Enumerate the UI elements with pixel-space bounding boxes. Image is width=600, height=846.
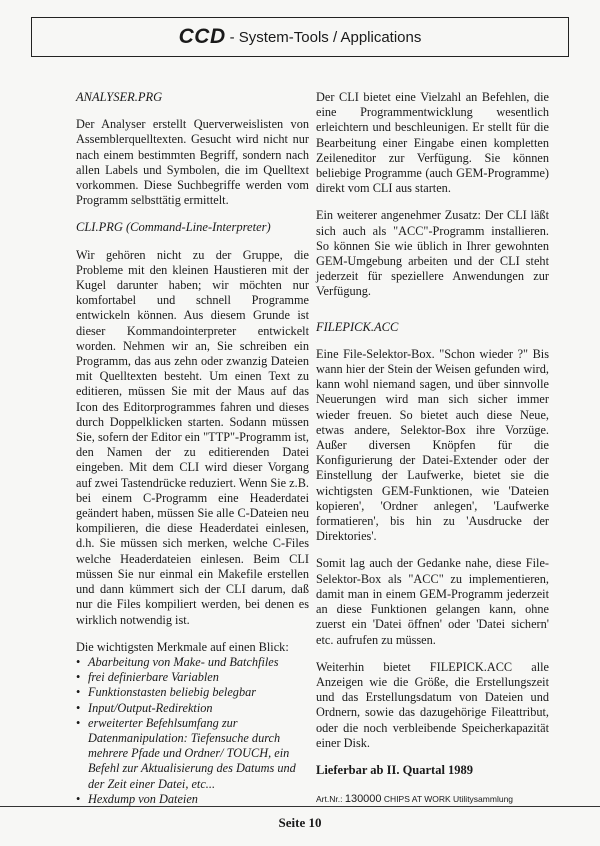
left-column: [76, 90, 309, 807]
feature-list: [76, 655, 309, 807]
feature-item: • Funktionstasten beliebig belegbar: [76, 685, 309, 700]
analyser-heading: ANALYSER.PRG: [76, 90, 163, 104]
footer-divider: [0, 806, 600, 807]
artnr-product: CHIPS AT WORK Utilitysammlung: [383, 794, 514, 805]
cli-paragraph-3: Ein weiterer angenehmer Zusatz: Der CLI läßt sich auch als "ACC"-Programm installieren. So können Sie wie üblich in Ihrer gewohnten GEM-Umgebung arbeiten und der CLI steht jederzeit für speziellere Anwendungen zur Verfügung.: [316, 208, 549, 299]
cli-heading: CLI.PRG (Command-Line-Interpreter): [76, 220, 271, 235]
filepick-paragraph-3: Weiterhin bietet FILEPICK.ACC alle Anzeigen wie die Größe, die Erstellungszeit und das Erstellungsdatum von Dateien und Ordnern, sowie das dazugehörige Fileattribut, oder die noch verbleibende Speicherkapazität einer Disk.: [316, 659, 549, 750]
analyser-paragraph: Der Analyser erstellt Querverweislisten von Assemblerquelltexten. Gesucht wird nicht nur nach einem bestimmten Begriff, sondern nach allen Labels und Symbolen, die im Quelltext vorkommen. Diese Suchbegriffe werden vom Programm selbsttätig ermittelt.: [76, 117, 309, 208]
feature-item: • erweiterter Befehlsumfang zur Datenmanipulation: Tiefensuche durch mehrere Pfade und Ordner/ TOUCH, ein Befehl zur Aktualisierung des Datums und der Zeit einer Datei, etc...: [76, 716, 309, 792]
brand-title: CCD: [178, 25, 226, 48]
feature-item: • frei definierbare Variablen: [76, 670, 309, 685]
artnr-label: Art.Nr.:: [316, 794, 343, 805]
page-number: Seite 10: [278, 815, 322, 830]
cli-paragraph-2: Der CLI bietet eine Vielzahl an Befehlen, die eine Programmentwicklung wesentlich erleichtern und beschleunigen. Er stellt für die Bearbeitung einer Eingabe einen kompletten Zeileneditor zur Verfügung. Sie können beliebige Programme (auch GEM-Programme) direkt vom CLI aus starten.: [316, 90, 549, 196]
feature-item: • Abarbeitung von Make- und Batchfiles: [76, 655, 309, 670]
right-column: [316, 90, 549, 807]
availability-note: Lieferbar ab II. Quartal 1989: [316, 762, 474, 777]
filepick-heading: FILEPICK.ACC: [316, 319, 399, 334]
features-intro: Die wichtigsten Merkmale auf einen Blick:: [76, 639, 289, 654]
feature-item: • Hexdump von Dateien: [76, 792, 309, 807]
page-header: [31, 17, 569, 57]
artnr-number: 130000: [344, 793, 382, 806]
filepick-paragraph-1: Eine File-Selektor-Box. "Schon wieder ?" Bis wann hier der Stein der Weisen gefunden wird, kann wohl niemand sagen, und über sinnvolle Neuerungen wird man sich sicher immer wieder freuen. So bietet auch diese Neue, etwas andere, Selektor-Box ihre Vorzüge. Außer diversen Knöpfen für die Konfigurierung der Datei-Extender oder der Einstellung der Laufwerke, bietet sie die wichtigsten GEM-Funktionen, wie 'Dateien kopieren', 'Ordner anlegen', 'Laufwerke formatieren', bis hin zu 'Ausdrucke der Direktories'.: [316, 346, 549, 544]
header-subtitle: - System-Tools / Applications: [229, 28, 422, 46]
cli-paragraph: Wir gehören nicht zu der Gruppe, die Probleme mit den kleinen Haustieren mit der Kugel darunter haben; wir möchten nur komfortabel und schnell Programme entwickeln können. Aus diesem Grunde ist dieser Kommandointerpreter entwickelt worden. Nehmen wir an, Sie schreiben ein Programm, das aus zehn oder zwanzig Dateien mit Quelltexten besteht. Um einen Text zu editieren, müssen Sie mit der Maus auf das Icon des Editorprogrammes fahren und dieses durch Doppelklicken starten. Sodann müssen Sie, sofern der Editor ein "TTP"-Programm ist, den Namen der zu editierenden Datei eingeben. Mit dem CLI wird dieser Vorgang auf zwei Tastendrücke reduziert. Wenn Sie z.B. bei einem C-Programm eine Headerdatei geändert haben, müssen Sie alle C-Dateien neu kompilieren, die diese Headerdatei einlesen, d.h. Sie müssen sich merken, welche C-Files welche Headerdateien einlesen. Beim CLI müssen Sie nur einmal ein Makefile erstellen und dann kümmert sich der CLI darum, daß nur die Files kompiliert werden, bei denen es wirklich notwendig ist.: [76, 247, 309, 627]
filepick-paragraph-2: Somit lag auch der Gedanke nahe, diese File-Selektor-Box als "ACC" zu implementieren, damit man in einem GEM-Programm jederzeit an diese Funktionen gelangen kann, ohne zuerst ein 'Datei öffnen' oder 'Datei sichern' etc. aufrufen zu müssen.: [316, 556, 549, 647]
feature-item: • Input/Output-Redirektion: [76, 701, 309, 716]
